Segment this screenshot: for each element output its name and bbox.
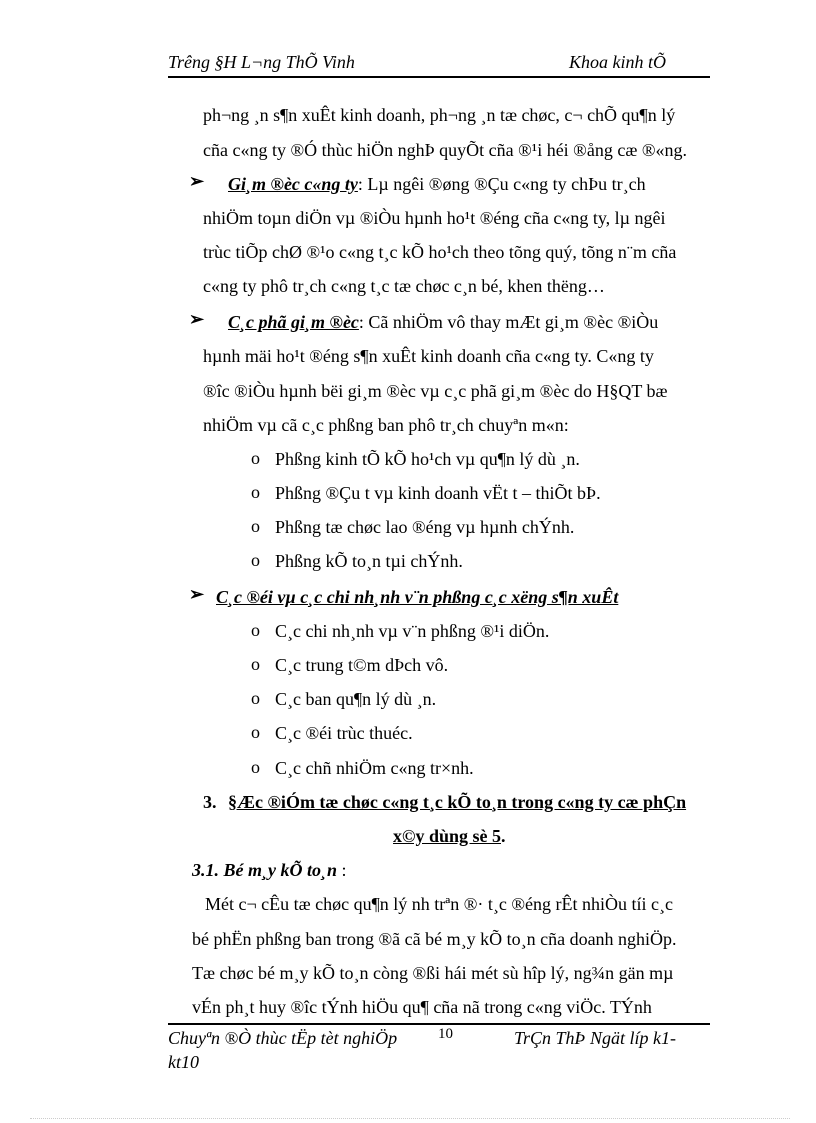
giam-doc-line4: c«ng ty phô tr¸ch c«ng t¸c tæ chøc c¸n bé, khen thëng… <box>203 276 605 296</box>
section3-title-line2-wrap <box>393 824 505 848</box>
section3-title-line1: §Æc ®iÓm tæ chøc c«ng t¸c kÕ to¸n trong c«ng ty cæ phÇn <box>228 792 687 812</box>
circle-bullet-icon: o <box>251 516 260 536</box>
section31-title: 3.1. Bé m¸y kÕ to¸n <box>192 860 337 880</box>
list-item: C¸c ®éi trùc thuéc. <box>275 723 413 743</box>
footer-rule <box>168 1023 710 1025</box>
list-item: C¸c chñ nhiÖm c«ng tr×nh. <box>275 758 474 778</box>
giam-doc-title: Gi¸m ®èc c«ng ty <box>228 174 358 194</box>
footer-left-line2: kt10 <box>168 1052 199 1072</box>
page-bottom-divider <box>30 1118 790 1119</box>
pho-giam-doc-title: C¸c phã gi¸m ®èc <box>228 312 359 332</box>
circle-bullet-icon: o <box>251 482 260 502</box>
pho-giam-doc-first: : Cã nhiÖm vô thay mÆt gi¸m ®èc ®iÒu <box>358 312 659 332</box>
list-item: C¸c chi nh¸nh vµ v¨n phßng ®¹i diÖn. <box>275 621 550 641</box>
arrow-bullet-icon: ➢ <box>189 309 205 329</box>
circle-bullet-icon: o <box>251 688 260 708</box>
list-item: Phßng ®Çu t vµ kinh doanh vËt t – thiÕt bÞ. <box>275 483 601 503</box>
circle-bullet-icon: o <box>251 620 260 640</box>
footer-left-line1: Chuyªn ®Ò thùc tËp tèt nghiÖp <box>168 1028 398 1048</box>
arrow-bullet-icon: ➢ <box>189 584 205 604</box>
section31-colon: : <box>336 860 347 880</box>
section3-title-line2: x©y dùng sè 5 <box>393 826 501 846</box>
section31-line3: Tæ chøc bé m¸y kÕ to¸n còng ®ßi hái mét sù hîp lý, ng¾n gän mµ <box>192 963 674 983</box>
doi-vi-heading <box>216 585 618 609</box>
list-item: C¸c ban qu¶n lý dù ¸n. <box>275 689 437 709</box>
pho-giam-doc-line4: nhiÖm vµ cã c¸c phßng ban phô tr¸ch chuyªn m«n: <box>203 415 569 435</box>
section31-line4: vÉn ph¸t huy ®îc tÝnh hiÖu qu¶ cña nã trong c«ng viÖc. TÝnh <box>192 997 652 1017</box>
list-item: Phßng tæ chøc lao ®éng vµ hµnh chÝnh. <box>275 517 575 537</box>
giam-doc-line2: nhiÖm toµn diÖn vµ ®iÒu hµnh ho¹t ®éng cña c«ng ty, lµ ngêi <box>203 208 666 228</box>
pho-giam-doc-line3: ®îc ®iÒu hµnh bëi gi¸m ®èc vµ c¸c phã gi¸m ®èc do H§QT bæ <box>203 381 668 401</box>
section3-period: . <box>500 826 506 846</box>
section3-number: 3. <box>203 792 217 812</box>
para1-line2: cña c«ng ty ®Ó thùc hiÖn nghÞ quyÕt cña ®¹i héi ®ång cæ ®«ng. <box>203 140 688 160</box>
section31-line1: Mét c¬ cÊu tæ chøc qu¶n lý nh trªn ®· t¸c ®éng rÊt nhiÒu tíi c¸c <box>205 894 674 914</box>
arrow-bullet-icon: ➢ <box>189 171 205 191</box>
pho-giam-doc-line2: hµnh mäi ho¹t ®éng s¶n xuÊt kinh doanh cña c«ng ty. C«ng ty <box>203 346 654 366</box>
footer-right: TrÇn ThÞ Ngät líp k1- <box>514 1028 677 1048</box>
list-item: Phßng kinh tÕ kÕ ho¹ch vµ qu¶n lý dù ¸n. <box>275 449 580 469</box>
section31-line2: bé phËn phßng ban trong ®ã cã bé m¸y kÕ to¸n cña doanh nghiÖp. <box>192 929 677 949</box>
circle-bullet-icon: o <box>251 654 260 674</box>
giam-doc-line3: trùc tiÕp chØ ®¹o c«ng t¸c kÕ ho¹ch theo tõng quý, tõng n¨m cña <box>203 242 677 262</box>
circle-bullet-icon: o <box>251 448 260 468</box>
section31-heading <box>192 858 347 882</box>
circle-bullet-icon: o <box>251 722 260 742</box>
header-faculty: Khoa kinh tÕ <box>569 52 666 72</box>
giam-doc-first: : Lµ ngêi ®øng ®Çu c«ng ty chÞu tr¸ch <box>357 174 646 194</box>
list-item: C¸c trung t©m dÞch vô. <box>275 655 449 675</box>
circle-bullet-icon: o <box>251 757 260 777</box>
doi-vi-title: C¸c ®éi vµ c¸c chi nh¸nh v¨n phßng c¸c xëng s¶n xuÊt <box>216 587 619 607</box>
header-school: Trêng §H L¬ng ThÕ Vinh <box>168 52 355 72</box>
para1-line1: ph¬ng ¸n s¶n xuÊt kinh doanh, ph¬ng ¸n tæ chøc, c¬ chÕ qu¶n lý <box>203 105 676 125</box>
circle-bullet-icon: o <box>251 550 260 570</box>
pho-giam-doc-line1 <box>228 310 658 334</box>
list-item: Phßng kÕ to¸n tµi chÝnh. <box>275 551 463 571</box>
page-number: 10 <box>438 1026 453 1042</box>
giam-doc-line1 <box>228 172 646 196</box>
header-rule <box>168 76 710 78</box>
